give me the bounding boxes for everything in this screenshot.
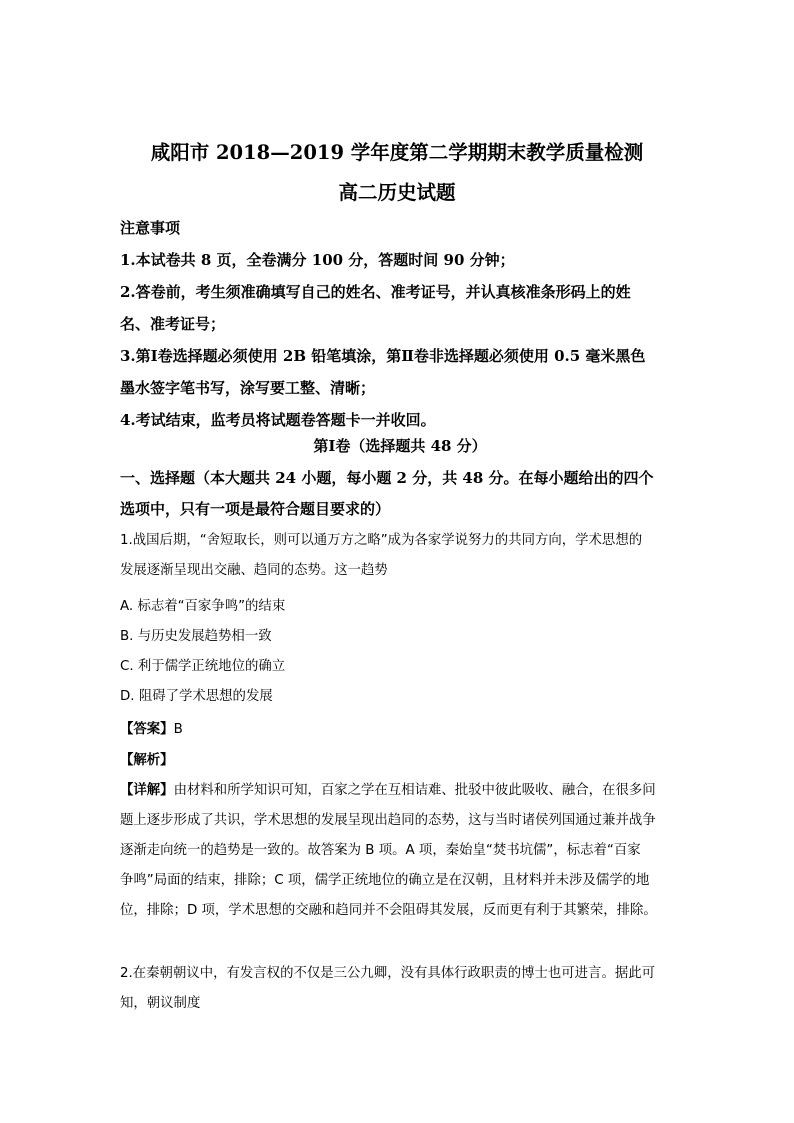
notice-heading: 注意事项 (120, 219, 181, 237)
question-1-stem: 1.战国后期，“舍短取长，则可以通万方之略”成为各家学说努力的共同方向，学术思想的 (120, 533, 643, 548)
question-1-option-b: B. 与历史发展趋势相一致 (120, 629, 272, 644)
notice-item: 3.第Ⅰ卷选择题必须使用 2B 铅笔填涂，第Ⅱ卷非选择题必须使用 0.5 毫米黑色 (120, 347, 646, 365)
question-1-detail-line: 逐渐走向统一的趋势是一致的。故答案为 B 项。A 项，秦始皇“焚书坑儒”，标志着“百家 (120, 843, 641, 858)
analysis-tag: 【解析】 (120, 753, 174, 768)
notice-item: 2.答卷前，考生须准确填写自己的姓名、准考证号，并认真核准条形码上的姓 (120, 283, 631, 301)
question-1-detail-line: 争鸣”局面的结束，排除；C 项，儒学正统地位的确立是在汉朝，且材料并未涉及儒学的地 (120, 873, 650, 888)
section-instruction: 一、选择题（本大题共 24 小题，每小题 2 分，共 48 分。在每小题给出的四个 (120, 469, 654, 487)
answer-value: B (173, 722, 183, 737)
question-1-stem: 发展逐渐呈现出交融、趋同的态势。这一趋势 (120, 563, 388, 578)
section-heading: 第Ⅰ卷（选择题共 48 分） (313, 437, 487, 455)
question-1-option-c: C. 利于儒学正统地位的确立 (120, 659, 286, 674)
question-1-answer (120, 718, 680, 737)
question-1-option-d: D. 阻碍了学术思想的发展 (120, 689, 273, 704)
question-1-option-a: A. 标志着“百家争鸣”的结束 (120, 599, 286, 614)
notice-item: 4.考试结束，监考员将试题卷答题卡一并收回。 (120, 411, 436, 429)
section-instruction: 选项中，只有一项是最符合题目要求的） (120, 500, 391, 518)
question-2-stem: 知，朝议制度 (120, 996, 201, 1011)
detail-tag: 【详解】 (120, 783, 174, 798)
question-1-detail (120, 779, 680, 798)
notice-item: 名、准考证号； (120, 315, 226, 333)
question-1-detail-line: 题上逐步形成了共识，学术思想的发展呈现出趋同的态势，这与当时诸侯列国通过兼并战争 (120, 813, 656, 828)
page-subtitle: 高二历史试题 (338, 181, 456, 204)
question-2-stem: 2.在秦朝朝议中，有发言权的不仅是三公九卿，没有具体行政职责的博士也可进言。据此可 (120, 966, 656, 981)
notice-item: 墨水签字笔书写，涂写要工整、清晰； (120, 379, 376, 397)
answer-tag: 【答案】 (120, 722, 174, 737)
detail-text: 由材料和所学知识可知，百家之学在互相诘难、批驳中彼此吸收、融合，在很多问 (173, 783, 656, 798)
notice-item: 1.本试卷共 8 页，全卷满分 100 分，答题时间 90 分钟； (120, 251, 515, 269)
question-1-detail-line: 位，排除；D 项，学术思想的交融和趋同并不会阻碍其发展，反而更有利于其繁荣，排除。 (120, 903, 657, 918)
page-title: 咸阳市 2018—2019 学年度第二学期期末教学质量检测 (150, 141, 644, 164)
